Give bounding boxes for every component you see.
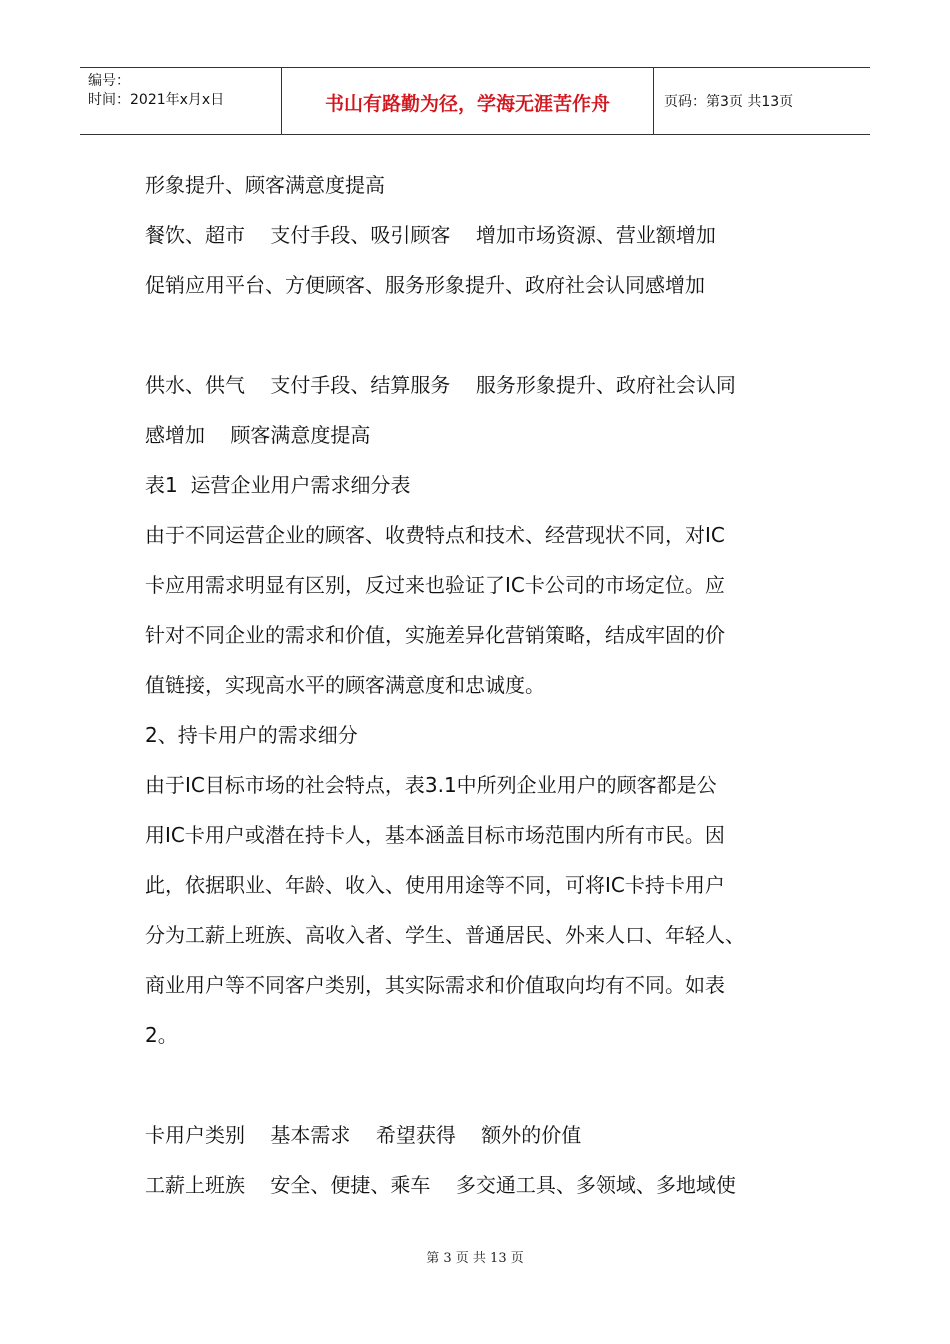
body-line: 促销应用平台、方便顾客、服务形象提升、政府社会认同感增加 (145, 273, 705, 297)
document-body (145, 165, 825, 1215)
table-header-row: 卡用户类别 基本需求 希望获得 额外的价值 (145, 1123, 582, 1147)
body-line: 分为工薪上班族、高收入者、学生、普通居民、外来人口、年轻人、 (145, 923, 745, 947)
body-line: 供水、供气 支付手段、结算服务 服务形象提升、政府社会认同 (145, 373, 736, 397)
body-line: 针对不同企业的需求和价值，实施差异化营销策略，结成牢固的价 (145, 623, 725, 647)
body-line: 由于不同运营企业的顾客、收费特点和技术、经营现状不同，对IC (145, 523, 725, 547)
body-line: 商业用户等不同客户类别，其实际需求和价值取向均有不同。如表 (145, 973, 725, 997)
body-line: 餐饮、超市 支付手段、吸引顾客 增加市场资源、营业额增加 (145, 223, 716, 247)
header-page-info: 页码：第3页 共13页 (664, 94, 794, 110)
document-number-label: 编号： (88, 73, 130, 89)
table-caption: 表1 运营企业用户需求细分表 (145, 473, 411, 497)
document-date: 时间：2021年x月x日 (88, 92, 225, 108)
body-line: 2。 (145, 1023, 178, 1047)
table-row: 工薪上班族 安全、便捷、乘车 多交通工具、多领域、多地域使 (145, 1173, 736, 1197)
section-heading: 2、持卡用户的需求细分 (145, 723, 358, 747)
body-line: 形象提升、顾客满意度提高 (145, 173, 385, 197)
blank-line (145, 315, 825, 365)
page-header (80, 67, 870, 135)
body-line: 值链接，实现高水平的顾客满意度和忠诚度。 (145, 673, 545, 697)
body-line: 感增加 顾客满意度提高 (145, 423, 371, 447)
blank-line (145, 1065, 825, 1115)
header-motto: 书山有路勤为径，学海无涯苦作舟 (282, 68, 654, 134)
page-footer: 第 3 页 共 13 页 (426, 1251, 524, 1266)
body-line: 由于IC目标市场的社会特点，表3.1中所列企业用户的顾客都是公 (145, 773, 717, 797)
header-meta (80, 68, 282, 134)
body-line: 此，依据职业、年龄、收入、使用用途等不同，可将IC卡持卡用户 (145, 873, 725, 897)
body-line: 用IC卡用户或潜在持卡人，基本涵盖目标市场范围内所有市民。因 (145, 823, 725, 847)
body-line: 卡应用需求明显有区别，反过来也验证了IC卡公司的市场定位。应 (145, 573, 725, 597)
